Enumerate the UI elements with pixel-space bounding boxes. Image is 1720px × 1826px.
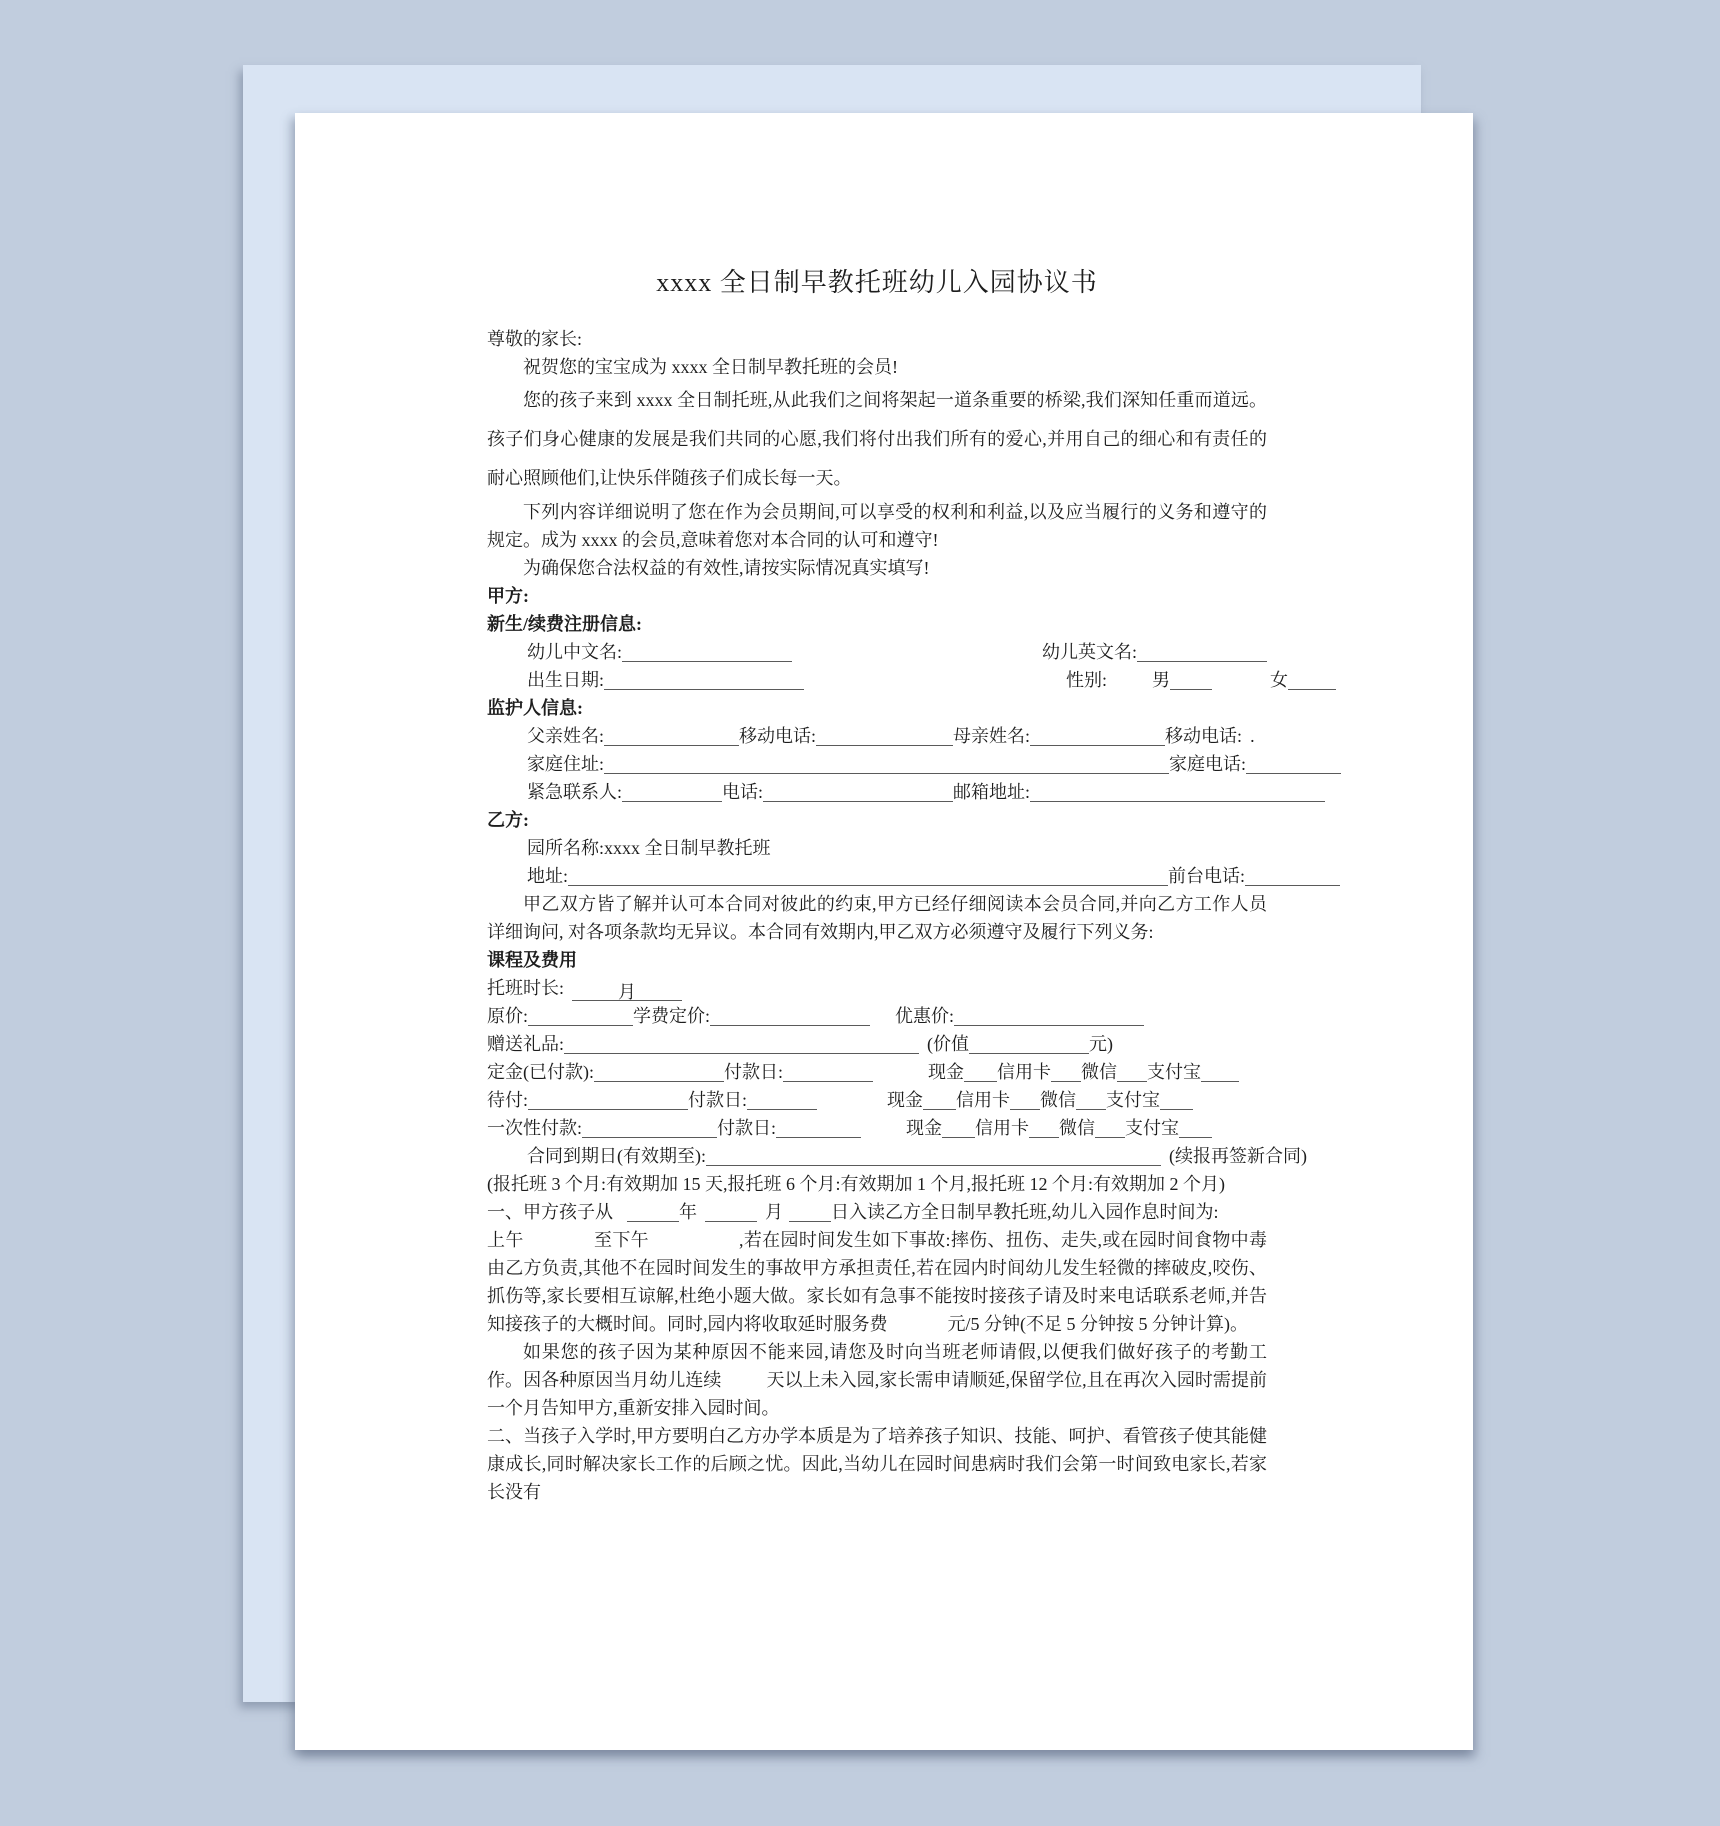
row-center-address: 地址: 前台电话:: [487, 862, 1267, 890]
blank-line: [568, 865, 1168, 886]
blank-line: [783, 1061, 873, 1082]
blank-line: [1160, 1089, 1193, 1110]
gap: [1242, 741, 1250, 742]
gap: [487, 797, 527, 798]
document-page: [295, 113, 1473, 1750]
gap: [487, 685, 527, 686]
document-content: [487, 263, 1307, 1506]
blank-line: [1076, 1089, 1106, 1110]
blank-line: [1010, 1089, 1040, 1110]
gap: [721, 1385, 766, 1386]
row-birth-gender: 出生日期: 性别: 男 女: [487, 666, 1267, 694]
gap: [649, 1245, 739, 1246]
blank-line: [969, 1033, 1089, 1054]
blank-line: [627, 1201, 679, 1222]
gap: [804, 685, 1066, 686]
blank-line: [1245, 865, 1340, 886]
blank-line: [1030, 781, 1325, 802]
gap: [757, 1217, 765, 1218]
greeting-line: 尊敬的家长:: [487, 329, 583, 349]
blank-line: [705, 1201, 757, 1222]
page-title: xxxx 全日制早教托班幼儿入园协议书: [656, 268, 1098, 297]
blank-line: [923, 1089, 956, 1110]
blank-line: [582, 1117, 717, 1138]
gap: [873, 1077, 928, 1078]
gap: [870, 1021, 895, 1022]
blank-line: [1201, 1061, 1239, 1082]
blank-line: [594, 1061, 724, 1082]
blank-line: [604, 753, 1169, 774]
blank-line: [1170, 669, 1212, 690]
gap: [792, 657, 1042, 658]
gap: [1161, 1161, 1169, 1162]
blank-line: [747, 1089, 817, 1110]
blank-line: 月: [572, 980, 682, 1001]
gap: [487, 657, 527, 658]
blank-line: [1029, 1117, 1059, 1138]
row-deposit: 定金(已付款): 付款日: 现金 信用卡 微信 支付宝: [487, 1058, 1267, 1086]
absence-para: 如果您的孩子因为某种原因不能来园,请您及时向当班老师请假,以便我们做好孩子的考勤工作。因各种原因当月幼儿连续 天以上未入园,家长需申请顺延,保留学位,且在再次入园时需提前一个月告知甲方,重新安排入园时间。: [487, 1342, 1267, 1418]
row-onetime: 一次性付款: 付款日: 现金 信用卡 微信 支付宝: [487, 1114, 1267, 1142]
row-emergency: 紧急联系人: 电话: 邮箱地址:: [487, 778, 1267, 806]
gap: [697, 1217, 705, 1218]
blank-line: [1137, 641, 1267, 662]
row-duration: 托班时长: 月: [487, 974, 1267, 1002]
row-center-name: 园所名称:xxxx 全日制早教托班: [487, 834, 1267, 862]
blank-line: [528, 1005, 633, 1026]
clause-1-body: 上午 至下午 ,若在园时间发生如下事故:摔伤、扭伤、走失,或在园时间食物中毒由乙方负责,其他不在园时间发生的事故甲方承担责任,若在园内时间幼儿发生轻微的摔破皮,咬伤、抓伤等,家长要相互谅解,杜绝小题大做。家长如有急事不能按时接孩子请及时来电话联系老师,并告知接孩子的大概时间。同时,园内将收取延时服务费 元/5 分钟(不足 5 分钟按 5 分钟计算)。: [487, 1230, 1268, 1334]
blank-line: [1095, 1117, 1125, 1138]
gap: [487, 769, 527, 770]
row-gift: 赠送礼品: (价值 元): [487, 1034, 1114, 1054]
blank-line: [942, 1117, 975, 1138]
agreement-para: 甲乙双方皆了解并认可本合同对彼此的约束,甲方已经仔细阅读本会员合同,并向乙方工作人员详细询问, 对各项条款均无异议。本合同有效期内,甲乙双方必须遵守及履行下列义务:: [487, 894, 1267, 942]
blank-line: [1288, 669, 1336, 690]
blank-line: [528, 1089, 688, 1110]
blank-line: [1179, 1117, 1212, 1138]
blank-line: [1051, 1061, 1081, 1082]
blank-line: [763, 781, 953, 802]
blank-line: [1117, 1061, 1147, 1082]
blank-line: [604, 725, 739, 746]
row-child-name: 幼儿中文名: 幼儿英文名:: [487, 638, 1267, 666]
blank-line: [710, 1005, 870, 1026]
gap: [487, 881, 527, 882]
blank-line: [1030, 725, 1165, 746]
gap: [1212, 685, 1270, 686]
blank-line: [954, 1005, 1144, 1026]
gap: [487, 741, 527, 742]
registration-heading: 新生/续费注册信息:: [487, 614, 642, 634]
blank-line: [816, 725, 953, 746]
clause-1-start: 一、甲方孩子从 年 月 日入读乙方全日制早教托班,幼儿入园作息时间为:: [487, 1202, 1219, 1222]
gap: [861, 1133, 906, 1134]
blank-line: [1246, 753, 1341, 774]
row-price: 原价: 学费定价: 优惠价:: [487, 1002, 1267, 1030]
gap: [817, 1105, 887, 1106]
blank-line: [789, 1201, 831, 1222]
blank-line: [604, 669, 804, 690]
party-a-heading: 甲方:: [487, 586, 529, 606]
gap: [613, 1217, 627, 1218]
row-home-address: 家庭住址: 家庭电话:: [487, 750, 1267, 778]
party-b-heading: 乙方:: [487, 810, 529, 830]
blank-line: [706, 1145, 1161, 1166]
row-pending: 待付: 付款日: 现金 信用卡 微信 支付宝: [487, 1086, 1267, 1114]
gap: [888, 1329, 948, 1330]
clause-2: 二、当孩子入学时,甲方要明白乙方办学本质是为了培养孩子知识、技能、呵护、看管孩子使其能健康成长,同时解决家长工作的后顾之忧。因此,当幼儿在园时间患病时我们会第一时间致电家长,若家长没有: [487, 1426, 1267, 1502]
intro-welcome: 您的孩子来到 xxxx 全日制托班,从此我们之间将架起一道条重要的桥梁,我们深知任重而道远。孩子们身心健康的发展是我们共同的心愿,我们将付出我们所有的爱心,并用自己的细心和有责任的耐心照顾他们,让快乐伴随孩子们成长每一天。: [487, 390, 1267, 488]
blank-line: [622, 641, 792, 662]
blank-line: [622, 781, 722, 802]
blank-line: [964, 1061, 997, 1082]
course-fee-heading: 课程及费用: [487, 950, 577, 970]
row-expiry: 合同到期日(有效期至): (续报再签新合同): [487, 1142, 1267, 1170]
gap: [487, 853, 527, 854]
gap: [1107, 685, 1152, 686]
validity-note: (报托班 3 个月:有效期加 15 天,报托班 6 个月:有效期加 1 个月,报托班 12 个月:有效期加 2 个月): [487, 1174, 1225, 1194]
gap: [564, 993, 572, 994]
row-parents: 父亲姓名: 移动电话: 母亲姓名: 移动电话: .: [487, 722, 1267, 750]
intro-terms: 下列内容详细说明了您在作为会员期间,可以享受的权利和利益,以及应当履行的义务和遵守的规定。成为 xxxx 的会员,意味着您对本合同的认可和遵守!: [487, 502, 1267, 550]
doc-body: [487, 325, 1307, 1506]
intro-congrats: 祝贺您的宝宝成为 xxxx 全日制早教托班的会员!: [523, 357, 898, 377]
gap: [524, 1245, 594, 1246]
gap: [487, 1161, 527, 1162]
gap: [919, 1049, 927, 1050]
blank-line: [564, 1033, 919, 1054]
blank-line: [776, 1117, 861, 1138]
intro-fill: 为确保您合法权益的有效性,请按实际情况真实填写!: [523, 558, 930, 578]
guardian-heading: 监护人信息:: [487, 698, 583, 718]
